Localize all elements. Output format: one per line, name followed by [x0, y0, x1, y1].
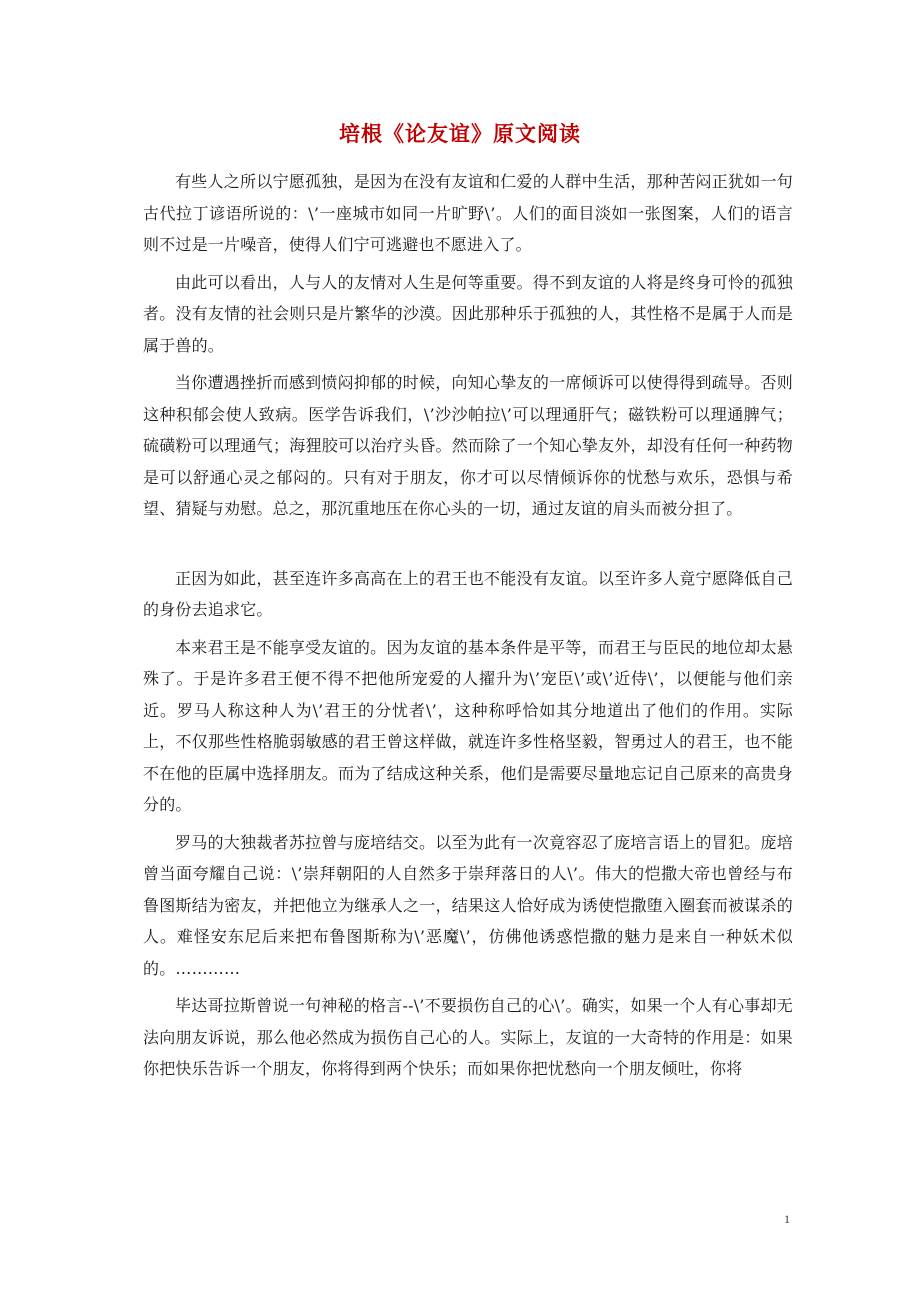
document-title: 培根《论友谊》原文阅读: [339, 121, 581, 146]
document-body: [143, 166, 793, 1085]
paragraph-7: 毕达哥拉斯曾说一句神秘的格言--\’不要损伤自己的心\’。确实，如果一个人有心事却无法向朋友诉说，那么他必然成为损伤自己心的人。实际上，友谊的一大奇特的作用是：如果你把快乐告诉一个朋友，你将得到两个快乐；而如果你把忧愁向一个朋友倾吐，你将: [143, 996, 793, 1078]
paragraph-3: 当你遭遇挫折而感到愤闷抑郁的时候，向知心挚友的一席倾诉可以使得得到疏导。否则这种积郁会使人致病。医学告诉我们，\’沙沙帕拉\’可以理通肝气；磁铁粉可以理通脾气；硫磺粉可以理通气；海狸胶可以治疗头昏。然而除了一个知心挚友外，却没有任何一种药物是可以舒通心灵之郁闷的。只有对于朋友，你才可以尽情倾诉你的忧愁与欢乐，恐惧与希望、猜疑与劝慰。总之，那沉重地压在你心头的一切，通过友谊的肩头而被分担了。: [143, 373, 793, 518]
paragraph-5: 本来君王是不能享受友谊的。因为友谊的基本条件是平等，而君王与臣民的地位却太悬殊了。于是许多君王便不得不把他所宠爱的人擢升为\’宠臣\’或\’近侍\’，以便能与他们亲近。罗马人称这种人为\’君王的分忧者\’，这种称呼恰如其分地道出了他们的作用。实际上，不仅那些性格脆弱敏感的君王曾这样做，就连许多性格坚毅，智勇过人的君王，也不能不在他的臣属中选择朋友。而为了结成这种关系，他们是需要尽量地忘记自己原来的高贵身分的。: [143, 637, 793, 814]
paragraph-4: 正因为如此，甚至连许多高高在上的君王也不能没有友谊。以至许多人竟宁愿降低自己的身份去追求它。: [143, 568, 793, 619]
paragraph-2: 由此可以看出，人与人的友情对人生是何等重要。得不到友谊的人将是终身可怜的孤独者。没有友情的社会则只是片繁华的沙漠。因此那种乐于孤独的人，其性格不是属于人而是属于兽的。: [143, 272, 793, 355]
paragraph-6: 罗马的大独裁者苏拉曾与庞培结交。以至为此有一次竟容忍了庞培言语上的冒犯。庞培曾当面夸耀自己说：\’崇拜朝阳的人自然多于崇拜落日的人\’。伟大的恺撒大帝也曾经与布鲁图斯结为密友，并把他立为继承人之一，结果这人恰好成为诱使恺撒堕入圈套而被谋杀的人。难怪安东尼后来把布鲁图斯称为\’恶魔\’，仿佛他诱惑恺撒的魅力是来自一种妖术似的。…………: [143, 832, 793, 978]
paragraph-1: 有些人之所以宁愿孤独，是因为在没有友谊和仁爱的人群中生活，那种苦闷正犹如一句古代拉丁谚语所说的：\’一座城市如同一片旷野\’。人们的面目淡如一张图案，人们的语言则不过是一片噪音，使得人们宁可逃避也不愿进入了。: [143, 172, 793, 254]
page-number: 1: [784, 1212, 790, 1226]
